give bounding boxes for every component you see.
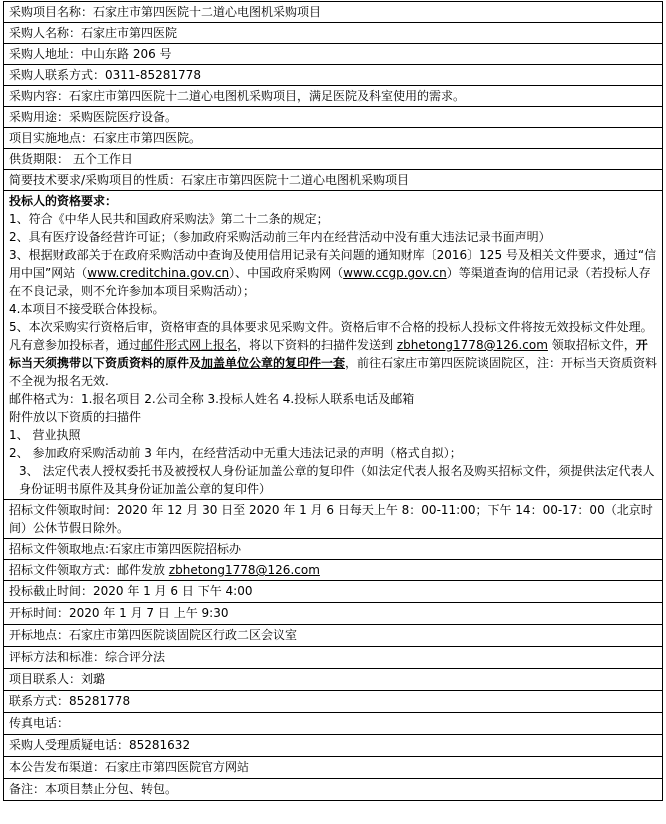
project-contact-person: 项目联系人：刘璐 <box>4 669 663 691</box>
row-channel <box>4 757 663 779</box>
mail-registration-link[interactable]: 邮件形式网上报名 <box>141 338 238 352</box>
qualification-item-2: 2、具有医疗设备经营许可证；（参加政府采购活动前三年内在经营活动中没有重大违法记录书面声明） <box>9 230 551 244</box>
document-collection-place: 招标文件领取地点:石家庄市第四医院招标办 <box>4 539 663 560</box>
qualification-block <box>4 191 663 500</box>
attachment-item-3: 3、 法定代表人授权委托书及被授权人身份证加盖公章的复印件（如法定代表人报名及购买招标文件，须提供法定代表人身份证明书原件及其身份证加盖公章的复印件） <box>19 464 655 496</box>
attachment-intro: 附件放以下资质的扫描件 <box>9 410 142 424</box>
purchaser-name: 采购人名称：石家庄市第四医院 <box>4 23 663 44</box>
item3-text-a: 3、根据财政部关于在政府采购活动中查询及使用信用记录有关问题的通知财库〔2016〕125 号及相关文件要求，通过“信用中国”网站（ <box>9 248 657 280</box>
reg-text-e: 固院区，注：开标当天资质资料不全视为报名无效. <box>9 356 658 388</box>
reg-text-b: ，将以下资料的扫描件发送到 <box>237 338 397 352</box>
contact-phone: 联系方式：85281778 <box>4 691 663 713</box>
publication-channel: 本公告发布渠道：石家庄市第四医院官方网站 <box>4 757 663 779</box>
opening-place: 开标地点：石家庄市第四医院谈固院区行政二区会议室 <box>4 625 663 647</box>
row-open-place <box>4 625 663 647</box>
reg-text-c: 领取招标文件， <box>547 338 636 352</box>
row-content <box>4 86 663 107</box>
row-usage <box>4 107 663 128</box>
creditchina-link[interactable]: www.creditchina.gov.cn <box>87 266 230 280</box>
item3-text-b: ）、中国政府采购网（ <box>229 266 344 280</box>
row-location <box>4 128 663 149</box>
qualification-item-5: 5、本次采购实行资格后审，资格审查的具体要求见采购文件。资格后审不合格的投标人投标文件将按无效投标文件处理。 <box>9 320 653 334</box>
qualification-item-3 <box>9 246 658 300</box>
row-purchaser-address <box>4 44 663 65</box>
document-collection-time: 招标文件领取时间：2020 年 12 月 30 日至 2020 年 1 月 6 日每天上午 8：00-11:00；下午 14：00-17：00（北京时间）公休节假日除外。 <box>4 500 663 539</box>
row-tech-req <box>4 170 663 191</box>
procurement-notice <box>3 1 663 801</box>
reg-text-d: ，前往石家庄市第四医院谈 <box>345 356 490 370</box>
implementation-location: 项目实施地点：石家庄市第四医院。 <box>4 128 663 149</box>
row-fax <box>4 713 663 735</box>
bid-deadline: 投标截止时间：2020 年 1 月 6 日 下午 4:00 <box>4 581 663 603</box>
purchaser-contact: 采购人联系方式：0311-85281778 <box>4 65 663 86</box>
notice-table <box>3 1 663 801</box>
project-name: 采购项目名称：石家庄市第四医院十二道心电图机采购项目 <box>4 2 663 23</box>
qualification-item-4: 4.本项目不接受联合体投标。 <box>9 302 165 316</box>
document-collection-method <box>4 560 663 581</box>
row-eval <box>4 647 663 669</box>
row-open-time <box>4 603 663 625</box>
row-purchaser-contact <box>4 65 663 86</box>
registration-instructions <box>9 336 658 390</box>
qualification-heading: 投标人的资格要求： <box>9 194 118 208</box>
row-project-name <box>4 2 663 23</box>
attachment-item-1: 1、 营业执照 <box>9 428 81 442</box>
row-purchaser-name <box>4 23 663 44</box>
opening-time: 开标时间：2020 年 1 月 7 日 上午 9:30 <box>4 603 663 625</box>
doc-method-email-link[interactable]: zbhetong1778@126.com <box>168 563 320 577</box>
reg-bold-1: 开标当天须携带以下资质资料的原件及 <box>9 338 648 370</box>
reg-bold-2: 加盖单位公章的复印件一套 <box>201 356 346 370</box>
row-contact-person <box>4 669 663 691</box>
remark: 备注：本项目禁止分包、转包。 <box>4 779 663 801</box>
attachment-item-2: 2、 参加政府采购活动前 3 年内，在经营活动中无重大违法记录的声明（格式自拟）； <box>9 446 462 460</box>
row-doc-time <box>4 500 663 539</box>
delivery-period: 供货期限： 五个工作日 <box>4 149 663 170</box>
row-complaint <box>4 735 663 757</box>
row-qualification <box>4 191 663 500</box>
technical-requirements: 简要技术要求/采购项目的性质：石家庄市第四医院十二道心电图机采购项目 <box>4 170 663 191</box>
purchase-content: 采购内容：石家庄市第四医院十二道心电图机采购项目，满足医院及科室使用的需求。 <box>4 86 663 107</box>
fax-phone: 传真电话： <box>4 713 663 735</box>
registration-email-link[interactable]: zbhetong1778@126.com <box>396 338 548 352</box>
doc-method-label: 招标文件领取方式：邮件发放 <box>9 563 169 577</box>
item3-text-c: ）等渠道查询的信用记录（若投标人存在不良记录，则不允许参加本项目采购活动）； <box>9 266 651 298</box>
complaint-phone: 采购人受理质疑电话：85281632 <box>4 735 663 757</box>
row-remark <box>4 779 663 801</box>
row-doc-method <box>4 560 663 581</box>
row-contact-phone <box>4 691 663 713</box>
purchase-usage: 采购用途：采购医院医疗设备。 <box>4 107 663 128</box>
purchaser-address: 采购人地址：中山东路 206 号 <box>4 44 663 65</box>
row-delivery <box>4 149 663 170</box>
row-doc-place <box>4 539 663 560</box>
reg-text-a: 凡有意参加投标者，通过 <box>9 338 142 352</box>
evaluation-method: 评标方法和标准：综合评分法 <box>4 647 663 669</box>
ccgp-link[interactable]: www.ccgp.gov.cn <box>343 266 447 280</box>
row-deadline <box>4 581 663 603</box>
mail-format: 邮件格式为：1.报名项目 2.公司全称 3.投标人姓名 4.投标人联系电话及邮箱 <box>9 392 415 406</box>
qualification-item-1: 1、符合《中华人民共和国政府采购法》第二十二条的规定； <box>9 212 329 226</box>
